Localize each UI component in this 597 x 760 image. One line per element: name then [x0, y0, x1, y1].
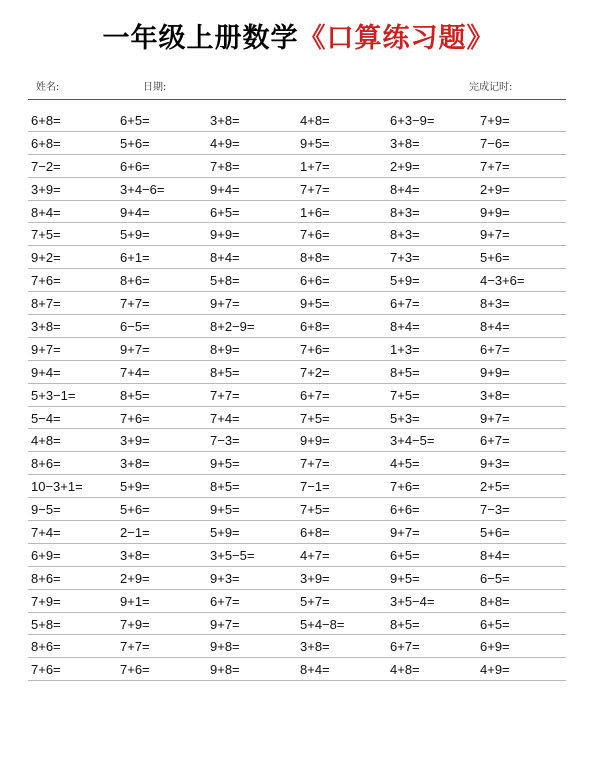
problem-cell: 5+6=: [480, 250, 510, 266]
problem-cell: 5+3−1=: [31, 387, 76, 403]
problem-row: [28, 201, 566, 224]
problem-cell: 9+1=: [120, 593, 150, 609]
problem-cell: 6+1=: [120, 250, 150, 266]
problem-cell: 5+9=: [120, 479, 150, 495]
problem-cell: 7+9=: [31, 593, 61, 609]
problem-row: [28, 590, 566, 613]
problem-cell: 9+9=: [210, 227, 240, 243]
problem-cell: 8+7=: [31, 296, 61, 312]
problem-cell: 5+9=: [390, 273, 420, 289]
problem-cell: 7+7=: [120, 296, 150, 312]
problem-cell: 4+9=: [480, 662, 510, 678]
problem-cell: 4−3+6=: [480, 273, 525, 289]
problem-cell: 8+3=: [390, 204, 420, 220]
problem-cell: 7+7=: [300, 456, 330, 472]
problem-cell: 3+5−5=: [210, 547, 255, 563]
problem-cell: 8+6=: [31, 639, 61, 655]
problem-cell: 8+4=: [210, 250, 240, 266]
problem-cell: 7+4=: [120, 364, 150, 380]
problem-cell: 8+4=: [480, 547, 510, 563]
problem-cell: 6+7=: [480, 433, 510, 449]
problem-cell: 7+6=: [390, 479, 420, 495]
problem-cell: 6+5=: [210, 204, 240, 220]
problem-cell: 8+5=: [210, 364, 240, 380]
problem-cell: 6+9=: [480, 639, 510, 655]
problem-cell: 3+8=: [480, 387, 510, 403]
problem-cell: 7−2=: [31, 158, 61, 174]
problem-cell: 7+4=: [210, 410, 240, 426]
problem-cell: 7+9=: [120, 616, 150, 632]
problem-cell: 6+6=: [300, 273, 330, 289]
problem-row: [28, 407, 566, 430]
problem-cell: 7+4=: [31, 525, 61, 541]
problem-cell: 3+8=: [210, 113, 240, 128]
problem-row: [28, 567, 566, 590]
problem-cell: 7+5=: [300, 502, 330, 518]
problem-cell: 7+6=: [300, 227, 330, 243]
problem-row: [28, 246, 566, 269]
problem-cell: 3+9=: [300, 570, 330, 586]
problem-cell: 9+4=: [120, 204, 150, 220]
problem-cell: 9+7=: [210, 616, 240, 632]
problem-cell: 3+4−5=: [390, 433, 435, 449]
problem-cell: 9+7=: [390, 525, 420, 541]
problem-row: [28, 498, 566, 521]
problem-cell: 7+7=: [210, 387, 240, 403]
problem-cell: 8+5=: [390, 616, 420, 632]
problem-cell: 9+7=: [210, 296, 240, 312]
problem-cell: 4+8=: [31, 433, 61, 449]
problem-cell: 8+3=: [390, 227, 420, 243]
problem-cell: 8+2−9=: [210, 319, 255, 335]
problem-cell: 2−1=: [120, 525, 150, 541]
name-label: 姓名:: [36, 82, 60, 93]
problem-cell: 3+8=: [390, 135, 420, 151]
problem-cell: 9+8=: [210, 639, 240, 655]
problem-row: [28, 475, 566, 498]
problem-cell: 5+3=: [390, 410, 420, 426]
problem-cell: 6+3−9=: [390, 113, 435, 128]
problem-row: [28, 109, 566, 132]
problem-cell: 1+3=: [390, 341, 420, 357]
problem-cell: 4+7=: [300, 547, 330, 563]
problem-cell: 5+8=: [31, 616, 61, 632]
problem-cell: 7+8=: [210, 158, 240, 174]
problem-row: [28, 521, 566, 544]
problem-cell: 3+9=: [120, 433, 150, 449]
problem-cell: 8+3=: [480, 296, 510, 312]
problem-cell: 6+7=: [480, 341, 510, 357]
problem-cell: 8+4=: [480, 319, 510, 335]
problem-cell: 3+8=: [31, 319, 61, 335]
problem-row: [28, 155, 566, 178]
problem-row: [28, 132, 566, 155]
problem-cell: 7+5=: [390, 387, 420, 403]
problem-cell: 9+7=: [480, 410, 510, 426]
problem-cell: 10−3+1=: [31, 479, 83, 495]
problem-cell: 8+6=: [31, 570, 61, 586]
problem-row: [28, 292, 566, 315]
problem-cell: 1+6=: [300, 204, 330, 220]
problem-cell: 4+9=: [210, 135, 240, 151]
problem-cell: 6+8=: [300, 525, 330, 541]
problem-cell: 9+5=: [300, 135, 330, 151]
problem-cell: 9+7=: [480, 227, 510, 243]
worksheet-title: [0, 14, 597, 64]
problem-cell: 6−5=: [480, 570, 510, 586]
problem-cell: 3+8=: [120, 456, 150, 472]
problem-cell: 7+6=: [31, 273, 61, 289]
problem-cell: 8+5=: [120, 387, 150, 403]
problem-grid: [28, 109, 566, 681]
problem-cell: 7+2=: [300, 364, 330, 380]
problem-cell: 6+5=: [480, 616, 510, 632]
problem-cell: 3+8=: [300, 639, 330, 655]
problem-cell: 5+6=: [120, 502, 150, 518]
problem-cell: 9−5=: [31, 502, 61, 518]
problem-cell: 8+4=: [390, 181, 420, 197]
problem-row: [28, 613, 566, 636]
problem-cell: 6+7=: [390, 639, 420, 655]
problem-cell: 9+9=: [300, 433, 330, 449]
problem-cell: 4+8=: [300, 113, 330, 128]
problem-cell: 8+4=: [300, 662, 330, 678]
problem-cell: 6+5=: [120, 113, 150, 128]
problem-row: [28, 338, 566, 361]
problem-cell: 5+6=: [120, 135, 150, 151]
problem-cell: 6+7=: [210, 593, 240, 609]
time-label: 完成记时:: [469, 82, 513, 93]
problem-cell: 8+8=: [300, 250, 330, 266]
problem-cell: 9+5=: [390, 570, 420, 586]
problem-cell: 9+7=: [120, 341, 150, 357]
problem-cell: 8+6=: [31, 456, 61, 472]
problem-cell: 6+7=: [300, 387, 330, 403]
problem-row: [28, 361, 566, 384]
problem-cell: 4+8=: [390, 662, 420, 678]
problem-cell: 6+8=: [31, 113, 61, 128]
problem-cell: 5+7=: [300, 593, 330, 609]
problem-cell: 8+4=: [390, 319, 420, 335]
problem-cell: 5+8=: [210, 273, 240, 289]
header-divider: [28, 99, 566, 100]
problem-cell: 7+9=: [480, 113, 510, 128]
problem-row: [28, 223, 566, 246]
problem-cell: 5+9=: [120, 227, 150, 243]
problem-cell: 1+7=: [300, 158, 330, 174]
problem-cell: 2+5=: [480, 479, 510, 495]
problem-cell: 9+9=: [480, 364, 510, 380]
problem-row: [28, 178, 566, 201]
title-main: 一年级上册数学: [102, 23, 299, 54]
problem-cell: 3+9=: [31, 181, 61, 197]
problem-cell: 9+2=: [31, 250, 61, 266]
problem-row: [28, 658, 566, 681]
problem-cell: 8+6=: [120, 273, 150, 289]
problem-cell: 6+6=: [120, 158, 150, 174]
problem-cell: 9+3=: [210, 570, 240, 586]
problem-cell: 6+8=: [300, 319, 330, 335]
problem-cell: 7+5=: [300, 410, 330, 426]
problem-cell: 3+8=: [120, 547, 150, 563]
problem-cell: 2+9=: [480, 181, 510, 197]
problem-cell: 8+5=: [390, 364, 420, 380]
problem-row: [28, 384, 566, 407]
problem-cell: 9+4=: [31, 364, 61, 380]
problem-cell: 6+9=: [31, 547, 61, 563]
problem-cell: 9+5=: [210, 502, 240, 518]
problem-cell: 8+5=: [210, 479, 240, 495]
problem-cell: 9+3=: [480, 456, 510, 472]
problem-row: [28, 315, 566, 338]
problem-cell: 7+6=: [120, 410, 150, 426]
problem-cell: 6+6=: [390, 502, 420, 518]
problem-cell: 7−3=: [210, 433, 240, 449]
problem-cell: 4+5=: [390, 456, 420, 472]
problem-row: [28, 429, 566, 452]
problem-cell: 7+7=: [300, 181, 330, 197]
problem-cell: 6+8=: [31, 135, 61, 151]
date-label: 日期:: [143, 82, 167, 93]
problem-cell: 8+4=: [31, 204, 61, 220]
problem-cell: 5−4=: [31, 410, 61, 426]
problem-row: [28, 269, 566, 292]
problem-cell: 2+9=: [120, 570, 150, 586]
problem-cell: 7+6=: [120, 662, 150, 678]
problem-cell: 6+7=: [390, 296, 420, 312]
problem-cell: 7+5=: [31, 227, 61, 243]
problem-cell: 7−6=: [480, 135, 510, 151]
problem-cell: 7−1=: [300, 479, 330, 495]
problem-cell: 6+5=: [390, 547, 420, 563]
problem-cell: 6−5=: [120, 319, 150, 335]
problem-cell: 9+7=: [31, 341, 61, 357]
problem-cell: 9+5=: [210, 456, 240, 472]
problem-cell: 3+4−6=: [120, 181, 165, 197]
problem-row: [28, 635, 566, 658]
problem-cell: 9+9=: [480, 204, 510, 220]
problem-cell: 5+6=: [480, 525, 510, 541]
problem-cell: 5+4−8=: [300, 616, 345, 632]
title-accent: 《口算练习题》: [298, 23, 495, 54]
problem-cell: 9+5=: [300, 296, 330, 312]
problem-cell: 7+7=: [120, 639, 150, 655]
problem-row: [28, 544, 566, 567]
problem-cell: 7+3=: [390, 250, 420, 266]
problem-row: [28, 452, 566, 475]
problem-cell: 8+9=: [210, 341, 240, 357]
problem-cell: 8+8=: [480, 593, 510, 609]
problem-cell: 7+7=: [480, 158, 510, 174]
problem-cell: 7+6=: [300, 341, 330, 357]
problem-cell: 9+4=: [210, 181, 240, 197]
problem-cell: 3+5−4=: [390, 593, 435, 609]
problem-cell: 9+8=: [210, 662, 240, 678]
problem-cell: 5+9=: [210, 525, 240, 541]
problem-cell: 7−3=: [480, 502, 510, 518]
problem-cell: 7+6=: [31, 662, 61, 678]
problem-cell: 2+9=: [390, 158, 420, 174]
